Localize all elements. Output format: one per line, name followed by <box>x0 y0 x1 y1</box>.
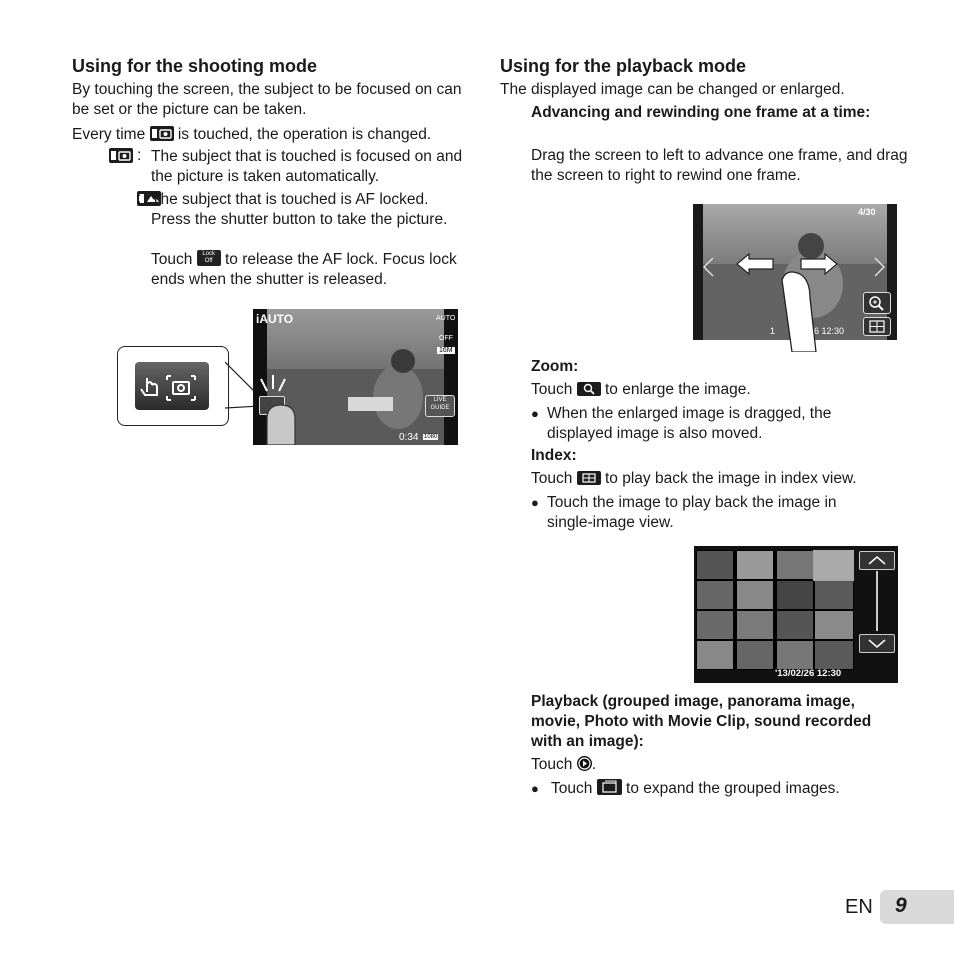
zoom-heading: Zoom: <box>531 358 579 375</box>
index-button[interactable] <box>863 317 891 336</box>
zoom-icon <box>864 293 890 313</box>
item2-release-line <box>151 250 471 290</box>
zoom-bullet-text: When the enlarged image is dragged, the displayed image is also moved. <box>547 405 832 442</box>
expand-group-icon <box>597 779 622 795</box>
live-guide-label-1: LIVE <box>433 397 447 403</box>
frame-counter: 4/30 <box>858 207 876 217</box>
live-guide-label-2: GUIDE <box>430 405 450 411</box>
index-touch: Touch <box>531 470 573 487</box>
play-icon <box>577 756 592 771</box>
flash-indicator: AUTO <box>436 315 456 322</box>
index-date: '13/02/26 12:30 <box>775 668 842 679</box>
previous-frame-icon[interactable] <box>701 256 715 278</box>
lock-off-icon-top: Lock <box>202 251 216 257</box>
index-line <box>531 469 911 489</box>
touch-button-callout <box>117 346 229 426</box>
every-time-post: is touched, the operation is changed. <box>177 126 432 143</box>
grouped-bullet <box>531 779 911 799</box>
playback-grouped-heading: Playback (grouped image, panorama image, movie, Photo with Movie Clip, sound recorded with an image): <box>531 693 872 750</box>
drag-left-arrow-icon <box>735 252 775 276</box>
scroll-down-button[interactable] <box>859 634 895 653</box>
index-bullet <box>531 493 881 533</box>
index-heading: Index: <box>531 447 577 464</box>
self-timer-indicator: OFF <box>439 335 453 342</box>
playback-period: . <box>591 756 596 773</box>
playback-intro: The displayed image can be changed or enlarged. <box>500 81 845 98</box>
scroll-bar[interactable] <box>876 571 878 631</box>
shooting-mode-heading: Using for the shooting mode <box>72 56 317 76</box>
live-guide-button[interactable] <box>425 395 455 417</box>
tap-indicator-icon <box>253 369 293 399</box>
playback-finger-icon <box>770 268 830 352</box>
zoom-line <box>531 380 911 400</box>
grouped-touch: Touch <box>551 780 593 797</box>
advance-text: Drag the screen to left to advance one frame, and drag the screen to right to rewind one frame. <box>531 147 908 184</box>
zoom-bullet <box>531 404 871 444</box>
item2-touch: Touch <box>151 251 193 268</box>
shooting-screen <box>253 309 458 445</box>
touch-shoot-icon <box>109 148 133 163</box>
zoom-button[interactable] <box>863 292 891 314</box>
playback-mode-heading: Using for the playback mode <box>500 56 747 76</box>
page-number: 9 <box>895 894 907 917</box>
mode-indicator: iAUTO <box>256 312 294 326</box>
item2-release-text: to release the AF lock. Focus lock ends when the shutter is released. <box>151 251 457 288</box>
chevron-up-icon <box>860 552 894 569</box>
zoom-text: to enlarge the image. <box>605 381 751 398</box>
language-label: EN <box>845 896 873 918</box>
playback-touch: Touch <box>531 756 573 773</box>
touch-focus-icon <box>150 126 174 141</box>
index-bullet-text: Touch the image to play back the image in single-image view. <box>547 494 837 531</box>
item2-colon: : <box>137 190 142 207</box>
advance-heading: Advancing and rewinding one frame at a time: <box>531 104 871 121</box>
remaining-time: 0:34 <box>399 432 419 443</box>
next-frame-icon[interactable] <box>873 256 887 278</box>
scroll-up-button[interactable] <box>859 551 895 570</box>
shooting-intro: By touching the screen, the subject to be focused on can be set or the picture can be taken. <box>72 81 462 118</box>
playback-touch-line <box>531 755 596 775</box>
item1-colon: : <box>137 147 142 164</box>
touch-button-enlarged <box>135 362 209 410</box>
chevron-down-icon <box>860 635 894 652</box>
item2-text: The subject that is touched is AF locked. Press the shutter button to take the picture. <box>151 191 448 228</box>
image-size-indicator: 16M <box>439 347 453 354</box>
zoom-text-icon <box>577 382 601 396</box>
page-number-tab <box>880 890 954 924</box>
index-icon <box>864 318 890 335</box>
playback-date-part2: 6 12:30 <box>814 326 845 336</box>
thumbnail-grid[interactable] <box>696 550 854 670</box>
index-screen <box>694 546 898 683</box>
hand-camera-icon <box>135 362 209 410</box>
lock-off-icon-bottom: Off <box>204 258 213 264</box>
every-time-line <box>72 125 472 145</box>
item1-text: The subject that is touched is focused on and the picture is taken automatically. <box>151 148 463 185</box>
finger-icon <box>259 401 311 445</box>
zoom-touch: Touch <box>531 381 573 398</box>
video-quality: 1080 <box>424 434 438 440</box>
playback-date-part1: 1 <box>770 326 776 336</box>
index-text: to play back the image in index view. <box>605 470 857 487</box>
lock-off-icon <box>197 250 221 266</box>
every-time-pre: Every time <box>72 126 146 143</box>
index-text-icon <box>577 471 601 485</box>
grouped-text: to expand the grouped images. <box>626 780 840 797</box>
